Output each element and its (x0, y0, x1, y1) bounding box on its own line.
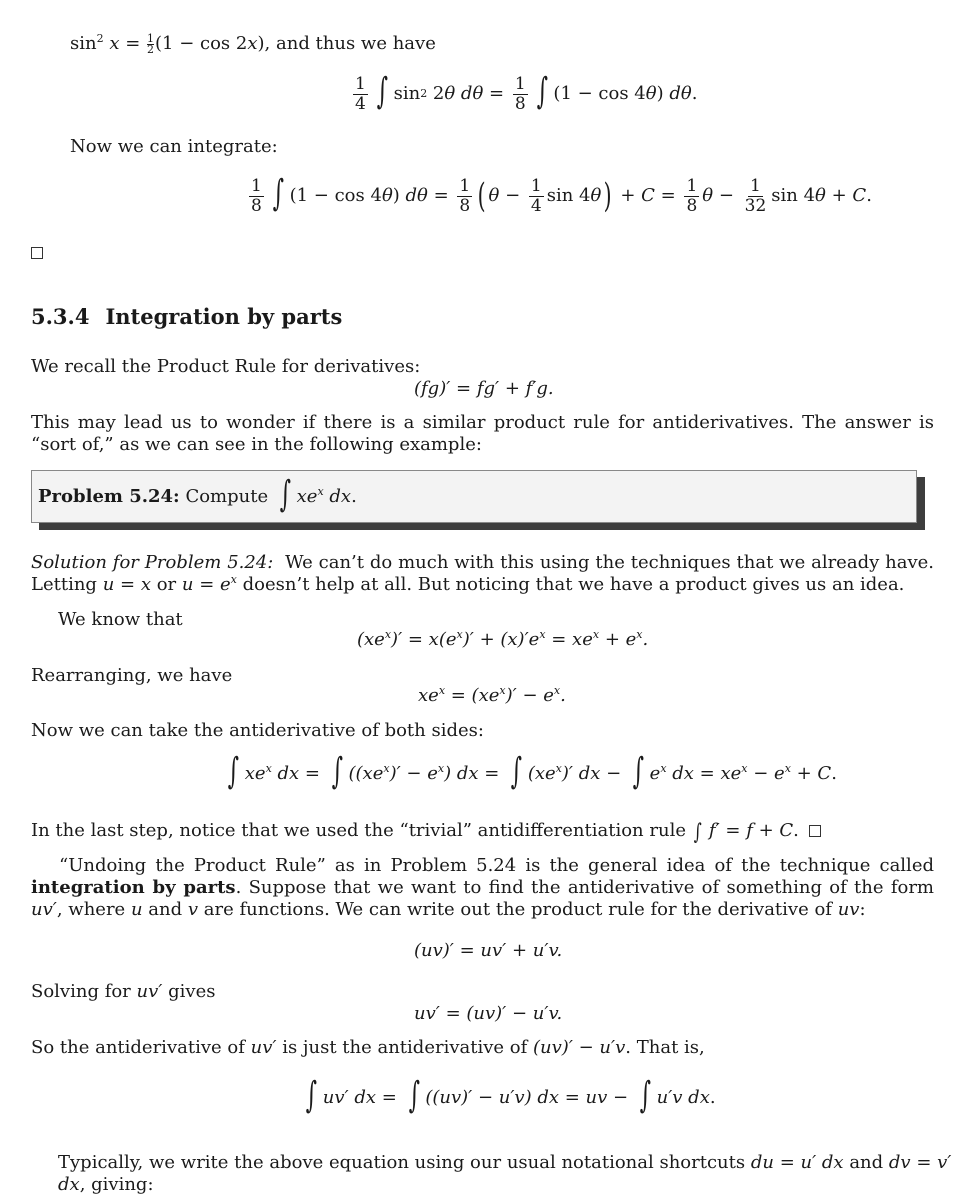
undoing-and: and (148, 899, 183, 920)
equation-sin2-integral: $\frac{1}{4}$ ∫ sin 2 2 θ dθ = $\frac{1}{8}$ ∫ (1 − cos 4 θ ) dθ . (355, 71, 698, 114)
so-anti-a: So the antiderivative of (31, 1037, 245, 1058)
undoing-c: , where (56, 899, 126, 920)
typically-text: Typically, we write the above equation using our usual notational shortcuts du = u′ dx and dv = v′ dx, giving: (58, 1152, 952, 1195)
last-step-body: In the last step, notice that we used the “trivial” antidifferentiation rule (31, 820, 686, 841)
now-integrate-text: Now we can integrate: (70, 136, 278, 157)
rearranging-text: Rearranging, we have (31, 665, 233, 686)
typ-and: and (849, 1152, 884, 1173)
solution-body: We can’t do much with this using the techniques that we already have. Letting (31, 552, 934, 595)
equation-integration-by-parts: ∫ uv′ dx = ∫ ((uv)′ − u′v) dx = uv − ∫ u′v dx . (305, 1075, 716, 1116)
undoing-b: . Suppose that we want to find the antiderivative of something of the form (235, 877, 934, 898)
solution-body-2: doesn’t help at all. But noticing that we have a product gives us an idea. (242, 574, 905, 595)
equation-uv-derivative: (uv)′ = uv′ + u′v. (414, 940, 563, 961)
we-know-text: We know that (58, 609, 183, 630)
solving-for-text: Solving for uv′ gives (31, 981, 216, 1002)
section-title: Integration by parts (105, 304, 343, 329)
take-antiderivative-text: Now we can take the antiderivative of both sides: (31, 720, 484, 741)
problem-label: Problem 5.24: (38, 485, 180, 507)
solution-or: or (156, 574, 177, 595)
qed-square-inline (809, 825, 821, 837)
solution-text: Solution for Problem 5.24: We can’t do much with this using the techniques that we already have. Letting u = x or $u = e^x$ doesn’t help at all. But noticing that we have a product gives us an idea. (31, 552, 934, 595)
undoing-d: are functions. We can write out the product rule for the derivative of (203, 899, 832, 920)
section-heading (31, 306, 342, 328)
last-step-text: In the last step, notice that we used the “trivial” antidifferentiation rule ∫ f′ = f + C. (31, 820, 821, 843)
equation-rearranged: $xe^x = (xe^x)' - e^x$. (418, 684, 566, 706)
intro-rest: , and thus we have (264, 33, 436, 54)
equation-derivative-xex: $(xe^x)' = x(e^x)' + (x)'e^x = xe^x + e^x$. (357, 628, 649, 650)
that-is: . That is, (625, 1037, 705, 1058)
undoing-bold: integration by parts (31, 877, 236, 898)
section-number: 5.3.4 (31, 304, 90, 329)
recall-text: We recall the Product Rule for derivatives: (31, 356, 421, 377)
typically: Typically, we write the above equation using our usual notational shortcuts (58, 1152, 746, 1173)
problem-text: Compute (185, 485, 269, 507)
gives: gives (168, 981, 216, 1002)
equation-antiderivative-both: ∫ $xe^x$ dx = ∫ $((xe^x)' - e^x)$ dx = ∫ $(xe^x)'$ dx − ∫ $e^x$ dx = $xe^x - e^x + C$ . (227, 751, 837, 792)
typ-giving: , giving: (79, 1174, 154, 1195)
solution-label: Solution for Problem 5.24: (31, 552, 274, 573)
so-anti-b: is just the antiderivative of (282, 1037, 528, 1058)
undoing-a: “Undoing the Product Rule” as in Problem 5.24 is the general idea of the technique called (59, 855, 934, 876)
intro-line: $\sin^2 x$ = $\frac{1}{2}$ (1 − cos 2x), and thus we have (70, 31, 436, 56)
solving-for: Solving for (31, 981, 131, 1002)
equation-uv-prime: uv′ = (uv)′ − u′v. (414, 1003, 563, 1024)
undoing-paragraph: “Undoing the Product Rule” as in Problem 5.24 is the general idea of the technique called integration by parts. Suppose that we want to find the antiderivative of something of the form uv′, where u and v are functions. We can write out the product rule for the derivative of uv: (31, 855, 934, 920)
problem-box: Problem 5.24: Compute ∫ $xe^x$ dx . (31, 470, 917, 523)
wonder-text: This may lead us to wonder if there is a similar product rule for antiderivatives. The answer is “sort of,” as we can see in the following example: (31, 412, 934, 455)
so-antiderivative-text: So the antiderivative of uv′ is just the antiderivative of (uv)′ − u′v. That is, (31, 1037, 705, 1058)
equation-product-rule: (fg)′ = fg′ + f′g. (414, 378, 554, 399)
qed-square (31, 247, 43, 259)
equation-integrate-result: $\frac{1}{8}$ ∫ (1 − cos 4 θ ) dθ = $\frac{1}{8}$ ( θ − $\frac{1}{4}$ sin 4 θ ) + C = $\frac{1}{8}$ θ − $\frac{1}{32}$ sin 4 θ + C . (251, 173, 872, 216)
